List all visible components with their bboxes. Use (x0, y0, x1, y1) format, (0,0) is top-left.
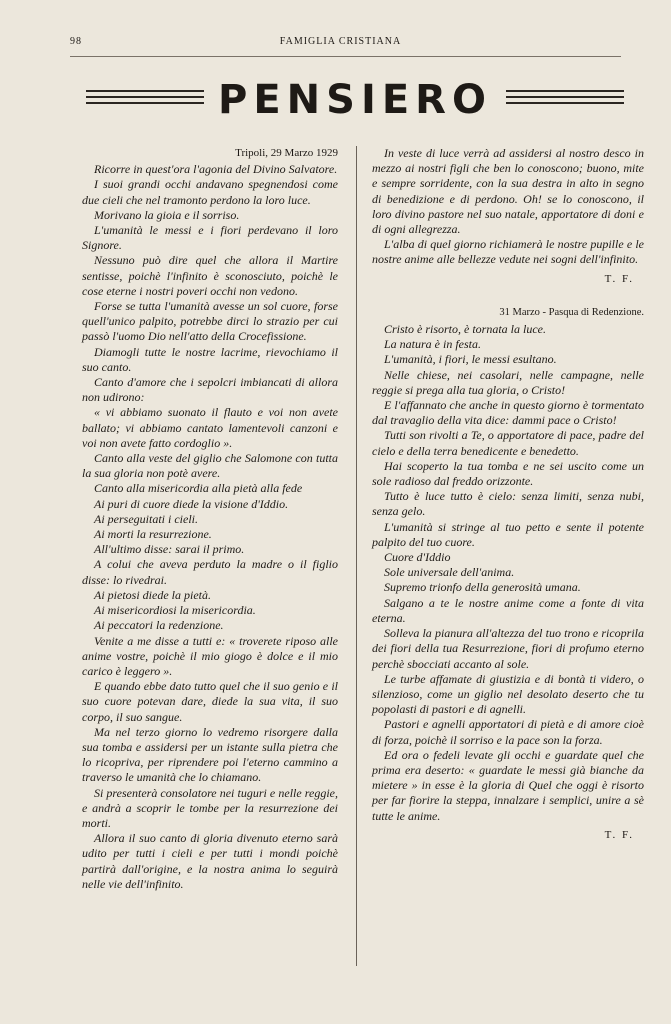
paragraph: Supremo trionfo della generosità umana. (384, 580, 581, 595)
journal-name: FAMIGLIA CRISTIANA (279, 36, 402, 47)
paragraph: Ai puri di cuore diede la visione d'Iddio. (94, 496, 289, 511)
title-block (86, 76, 624, 124)
paragraph: Canto alla misericordia alla pietà alla fede (94, 481, 303, 496)
paragraph: Pastori e agnelli apportatori di pietà e di amore cioè di forza, poichè il sorriso e la pace son la forza. (372, 717, 644, 747)
right-column (372, 146, 644, 843)
paragraph: Cristo è risorto, è tornata la luce. (384, 322, 546, 337)
right-paragraphs-second (372, 322, 644, 824)
paragraph: Nelle chiese, nei casolari, nelle campagne, nelle reggie si prega alla tua gloria, o Cristo! (372, 367, 644, 397)
paragraph: Diamogli tutte le nostre lacrime, rievochiamo il suo canto. (82, 344, 338, 374)
paragraph: Venite a me disse a tutti e: « troverete riposo alle anime vostre, poichè il mio giogo è dolce e il mio carico è leggero ». (82, 633, 338, 678)
paragraph: E l'affannato che anche in questo giorno è tormentato dal travaglio della vita dice: dammi pace o Cristo! (372, 398, 644, 428)
paragraph: E quando ebbe dato tutto quel che il suo genio e il suo cuore potevan dare, diede la sua vita, il suo corpo, il suo sangue. (82, 679, 338, 724)
left-column (82, 146, 338, 892)
paragraph: All'ultimo disse: sarai il primo. (94, 542, 245, 557)
title-rule-right (506, 90, 624, 106)
paragraph: Nessuno può dire quel che allora il Martire sentisse, poichè l'infinito è sconosciuto, poichè le cose eterne i nostri poveri occhi non vedono. (82, 253, 338, 298)
paragraph: Si presenterà consolatore nei tuguri e nelle reggie, e andrà a scoprir le tombe per la resurrezione dei morti. (82, 785, 338, 830)
paragraph: Solleva la pianura all'altezza del tuo trono e ricoprila dei fiori della tua Resurrezione, fiori di profumo eterno perchè sbocciati accanto al sole. (372, 626, 644, 671)
column-divider (356, 146, 357, 966)
paragraph: Hai scoperto la tua tomba e ne sei uscito come un sole radioso dal freddo orizzonte. (372, 458, 644, 489)
running-header (70, 36, 611, 52)
paragraph: Tutti son rivolti a Te, o apportatore di pace, padre del cielo e della terra benedicente e benedetto. (372, 428, 644, 458)
paragraph: Canto d'amore che i sepolcri imbiancati di allora non udirono: (82, 375, 338, 405)
signature-second: T. F. (604, 828, 634, 841)
paragraph: Tutto è luce tutto è cielo: senza limiti, senza nubi, senza gelo. (372, 489, 644, 519)
paragraph: Ai pietosi diede la pietà. (94, 587, 211, 602)
paragraph: A colui che aveva perduto la madre o il figlio disse: lo rivedrai. (82, 557, 338, 587)
left-paragraphs (82, 162, 338, 892)
paragraph: Ai peccatori la redenzione. (94, 618, 224, 633)
title-rule-left (86, 90, 204, 106)
paragraph: Ma nel terzo giorno lo vedremo risorgere dalla sua tomba e assidersi per un istante sulla pietra che lo ricopriva, per riprendere poi l'eterno cammino a traverso le umanità che lo chiamano. (82, 724, 338, 785)
paragraph: In veste di luce verrà ad assidersi al nostro desco in mezzo ai nostri figli che ben lo conoscono; buono, mite e sempre sorridente, con la sua destra in alto in segno di benedizione e di perdono. Oh! se lo conoscono, il loro divino pastore nel suo natale, apportatore di doni e di ogni allegrezza. (372, 146, 644, 237)
right-paragraphs (372, 146, 644, 268)
paragraph: L'alba di quel giorno richiamerà le nostre pupille e le nostre anime alle bellezze vedute nei sogni dell'infinito. (372, 237, 644, 267)
paragraph: L'umanità si stringe al tuo petto e sente il potente palpito del tuo cuore. (372, 519, 644, 549)
paragraph: Le turbe affamate di giustizia e di bontà ti videro, o silenzioso, come un giglio nel desolato deserto che tu popolasti di pastori e di agnelli. (372, 671, 644, 717)
paragraph: Sole universale dell'anima. (384, 565, 515, 580)
paragraph: Ai perseguitati i cieli. (94, 511, 198, 526)
paragraph: Ai morti la resurrezione. (94, 527, 212, 542)
paragraph: Ed ora o fedeli levate gli occhi e guardate quel che prima era deserto: « guardate le messi già bianche da mietere » in esse è la gloria di Quel che oggi è risorto per far fiorire la steppa, innalzare i semplici, unire a sè tutte le anime. (372, 747, 644, 823)
paragraph: « vi abbiamo suonato il flauto e voi non avete ballato; vi abbiamo cantato lamentevoli canzoni e voi non avete fatto cordoglio ». (82, 405, 338, 450)
paragraph: Canto alla veste del giglio che Salomone con tutta la sua gloria non potè avere. (82, 451, 338, 481)
dateline: Tripoli, 29 Marzo 1929 (235, 147, 338, 159)
signature-first: T. F. (604, 272, 634, 285)
paragraph: L'umanità, i fiori, le messi esultano. (384, 352, 557, 367)
header-rule (70, 56, 621, 57)
page-number: 98 (70, 36, 82, 47)
paragraph: La natura è in festa. (384, 337, 482, 352)
article-title: PENSIERO (218, 77, 492, 123)
paragraph: Forse se tutta l'umanità avesse un sol cuore, forse quell'unico palpito, potrebbe dirci lo strazio per cui passò l'uomo Dio nell'atto della Crocefissione. (82, 299, 338, 344)
paragraph: L'umanità le messi e i fiori perdevano il loro Signore. (82, 223, 338, 253)
paragraph: I suoi grandi occhi andavano spegnendosi come due cieli che nel tramonto perdono la loro luce. (82, 177, 338, 207)
paragraph: Cuore d'Iddio (384, 550, 451, 565)
paragraph: Salgano a te le nostre anime come a fonte di vita eterna. (372, 595, 644, 625)
section-subheading: 31 Marzo - Pasqua di Redenzione. (499, 306, 644, 318)
paragraph: Allora il suo canto di gloria divenuto eterno sarà udito per tutti i cieli e per tutti i mondi poichè partirà dall'origine, e la nostra anima lo seguirà nelle vie dell'infinito. (82, 831, 338, 891)
paragraph: Morivano la gioia e il sorriso. (94, 207, 240, 222)
paragraph: Ricorre in quest'ora l'agonia del Divino Salvatore. (94, 162, 338, 177)
paragraph: Ai misericordiosi la misericordia. (94, 603, 256, 618)
